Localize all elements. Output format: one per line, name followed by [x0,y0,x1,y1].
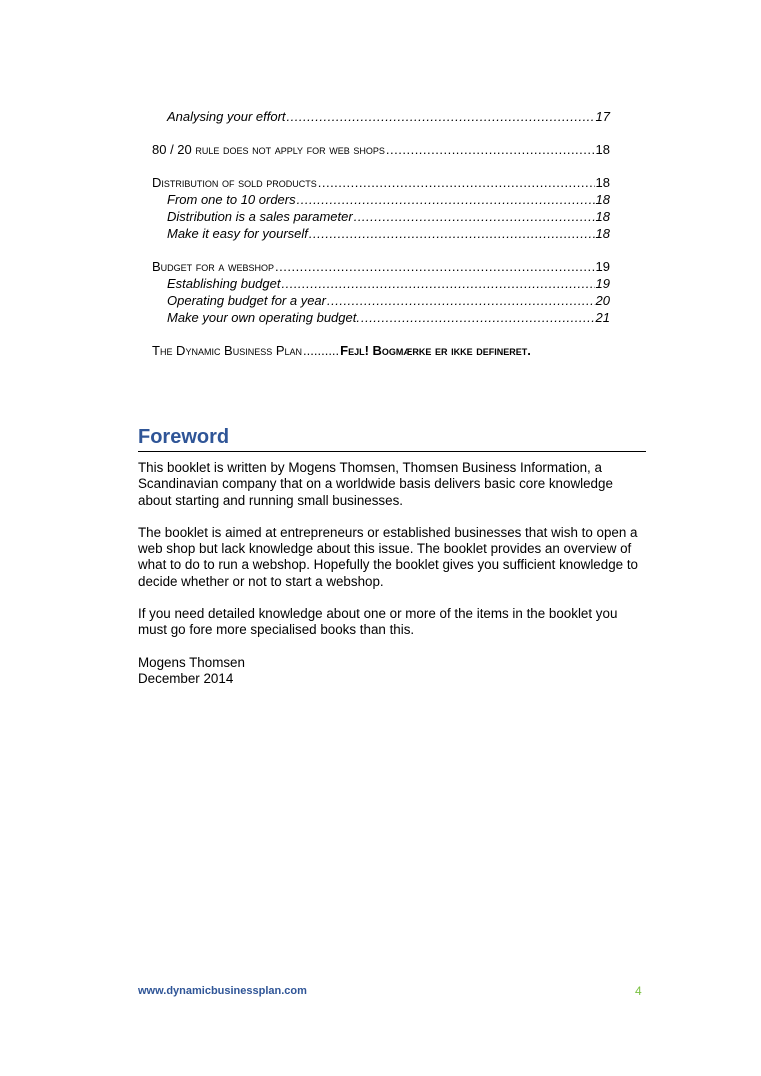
toc-entry-label: Distribution of sold products [152,175,317,190]
toc-entry-label: The Dynamic Business Plan [152,343,303,358]
toc-entry[interactable] [140,342,622,359]
toc-entry-label: Distribution is a sales parameter [167,209,353,224]
toc-entry-label: From one to 10 orders [167,192,296,207]
toc-leader-dots [297,191,595,208]
signature-name: Mogens Thomsen [138,654,245,670]
toc-entry-label: 80 / 20 rule does not apply for web shops [152,142,385,157]
toc-entry-page: 21 [595,310,610,325]
toc-entry[interactable] [140,208,610,225]
toc-entry-label: Make it easy for yourself [167,226,308,241]
toc-entry[interactable] [140,225,610,242]
foreword-paragraph: The booklet is aimed at entrepreneurs or established businesses that wish to open a web shop but lack knowledge about this issue. The booklet provides an overview of what to do to run a webshop. Hopefully the booklet gives you sufficient knowledge to decide whether or not to start a webshop. [138,524,638,589]
toc-entry-label: Budget for a webshop [152,259,275,274]
toc-entry-page: 18 [595,142,610,157]
signature-date: December 2014 [138,670,234,686]
toc-leader-dots [354,208,595,225]
toc-entry-label: Operating budget for a year [167,293,326,308]
toc-leader-dots [361,309,595,326]
foreword-heading: Foreword [138,425,646,452]
toc-entry[interactable] [140,174,610,191]
toc-entry[interactable] [140,191,610,208]
toc-entry-label: Analysing your effort [167,109,286,124]
toc-leader-dots: .......... [303,343,340,358]
footer-website-link[interactable]: www.dynamicbusinessplan.com [138,985,307,997]
toc-leader-dots [287,108,595,125]
toc-leader-dots [281,275,594,292]
toc-entry-page: 20 [595,293,610,308]
toc-leader-dots [275,258,595,275]
foreword-body [138,460,648,687]
toc-entry-page: 17 [595,109,610,124]
toc-entry[interactable] [140,141,610,158]
toc-leader-dots [386,141,595,158]
toc-entry-label: Establishing budget [167,276,281,291]
toc-entry-page: 19 [595,276,610,291]
toc-entry[interactable] [140,108,610,125]
toc-leader-dots [327,292,595,309]
toc-entry-label: Make your own operating budget. [167,310,360,325]
toc-entry[interactable] [140,309,610,326]
toc-entry-page: 18 [595,226,610,241]
foreword-paragraph: If you need detailed knowledge about one or more of the items in the booklet you must go fore more specialised books than this. [138,606,618,638]
toc-entry-page: 18 [595,209,610,224]
toc-entry-page: 18 [595,175,610,190]
foreword-paragraph: This booklet is written by Mogens Thomsen, Thomsen Business Information, a Scandinavian company that on a worldwide basis delivers basic core knowledge about starting and running small businesses. [138,460,613,508]
toc-entry[interactable] [140,275,610,292]
toc-entry[interactable] [140,292,610,309]
toc-bookmark-error: Fejl! Bogmærke er ikke defineret. [340,343,531,358]
table-of-contents [140,108,610,359]
toc-leader-dots [318,174,595,191]
toc-leader-dots [309,225,595,242]
footer-page-number: 4 [635,984,642,998]
toc-entry-page: 18 [595,192,610,207]
toc-entry-page: 19 [595,259,610,274]
toc-entry[interactable] [140,258,610,275]
